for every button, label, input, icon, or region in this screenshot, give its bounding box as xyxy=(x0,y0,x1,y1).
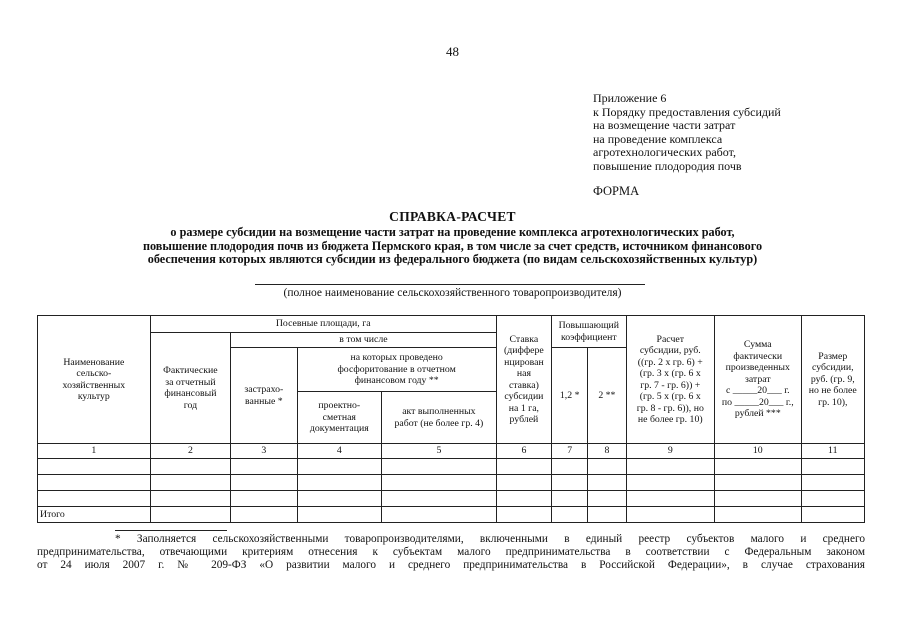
header-calculation: Расчет субсидии, руб. ((гр. 2 х гр. 6) + (гр. 3 х (гр. 6 х гр. 7 - гр. 6)) + (гр. 5 х (гр. 6 х гр. 8 - гр. 6)), но не более гр. 10) xyxy=(626,316,715,444)
header-crop-name: Наименование сельско- хозяйственных культур xyxy=(38,316,151,444)
header-coefficient-1: 1,2 * xyxy=(552,348,588,444)
header-actual-area: Фактические за отчетный финансовый год xyxy=(150,333,230,444)
column-number: 4 xyxy=(297,444,382,459)
column-number: 3 xyxy=(231,444,297,459)
column-number: 1 xyxy=(38,444,151,459)
header-rate: Ставка (диффере нцирован ная ставка) субсидии на 1 га, рублей xyxy=(496,316,551,444)
header-insured: застрахо- ванные * xyxy=(231,348,297,444)
column-number: 11 xyxy=(801,444,864,459)
column-number: 7 xyxy=(552,444,588,459)
subtitle-line: о размере субсидии на возмещение части затрат на проведение комплекса агротехнологических работ, xyxy=(170,225,735,239)
header-phosphate: на которых проведено фосфоритование в отчетном финансовом году ** xyxy=(297,348,496,392)
appendix-block xyxy=(593,92,781,173)
column-number: 6 xyxy=(496,444,551,459)
column-number: 10 xyxy=(715,444,802,459)
header-acts: акт выполненных работ (не более гр. 4) xyxy=(382,392,497,444)
calculation-table xyxy=(37,315,865,523)
appendix-line: повышение плодородия почв xyxy=(593,158,742,173)
header-actual-costs: Сумма фактически произведенных затрат с _____20___ г. по _____20___ г., рублей *** xyxy=(715,316,802,444)
table-row xyxy=(38,491,865,507)
footnote-line: * Заполняется сельскохозяйственными товаропроизводителями, включенными в единый реестр субъектов малого и среднего xyxy=(115,533,865,545)
header-including: в том числе xyxy=(231,333,497,348)
footnote xyxy=(37,533,865,572)
appendix-line: на проведение комплекса xyxy=(593,131,723,146)
table-row xyxy=(38,459,865,475)
header-sown-area: Посевные площади, га xyxy=(150,316,496,333)
header-coefficient-2: 2 ** xyxy=(588,348,626,444)
column-numbers-row xyxy=(38,444,865,459)
column-number: 2 xyxy=(150,444,230,459)
appendix-line: к Порядку предоставления субсидий xyxy=(593,104,781,119)
header-design-docs: проектно- сметная документация xyxy=(297,392,382,444)
total-label: Итого xyxy=(38,507,151,523)
appendix-line: на возмещение части затрат xyxy=(593,118,736,132)
header-coefficient: Повышающий коэффициент xyxy=(552,316,626,348)
table-row xyxy=(38,475,865,491)
subtitle-line: обеспечения которых являются субсидии из федерального бюджета (по видам сельскохозяйственных культур) xyxy=(147,252,758,266)
column-number: 8 xyxy=(588,444,626,459)
appendix-line: Приложение 6 xyxy=(593,91,667,105)
form-label: ФОРМА xyxy=(593,184,640,198)
header-subsidy-amount: Размер субсидии, руб. (гр. 9, но не более гр. 10), xyxy=(801,316,864,444)
column-number: 9 xyxy=(626,444,715,459)
producer-name-line xyxy=(255,284,645,285)
subtitle-line: повышение плодородия почв из бюджета Пермского края, в том числе за счет средств, источником финансового xyxy=(142,238,763,253)
producer-name-caption: (полное наименование сельскохозяйственного товаропроизводителя) xyxy=(283,287,622,299)
footnote-line: предпринимательства, отвечающими критериям отнесения к субъектам малого предпринимательства в соответствии с Федеральным законом xyxy=(37,546,865,558)
page-number: 48 xyxy=(446,44,459,59)
column-number: 5 xyxy=(382,444,497,459)
document-subtitle xyxy=(40,226,865,267)
footnote-divider xyxy=(115,530,227,531)
total-row xyxy=(38,507,865,523)
footnote-line: от 24 июля 2007 г. № 209-ФЗ «О развитии малого и среднего предпринимательства в Российской Федерации», в случае страхования xyxy=(37,559,865,571)
appendix-line: агротехнологических работ, xyxy=(593,145,736,159)
document-title: СПРАВКА-РАСЧЕТ xyxy=(389,209,516,224)
